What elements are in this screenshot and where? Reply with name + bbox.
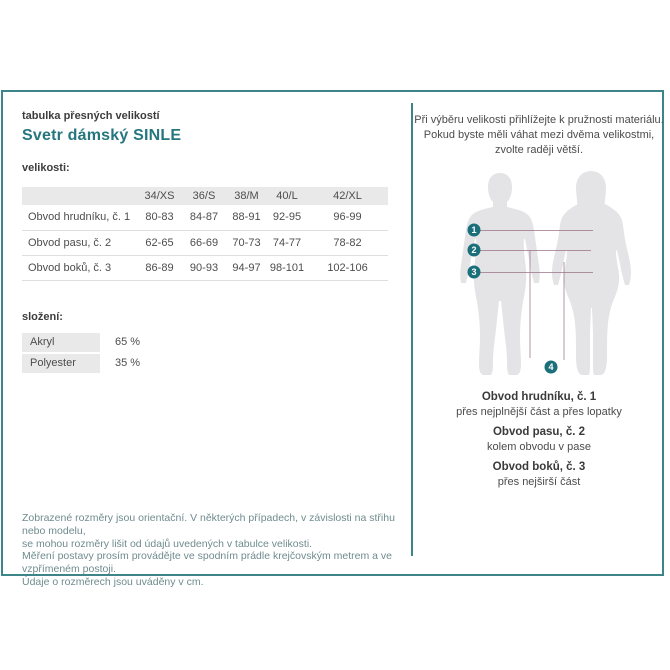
size-column-header: 34/XS xyxy=(144,190,175,202)
body-measurement-diagram xyxy=(440,168,665,380)
disclaimer-text xyxy=(22,512,402,589)
svg-text:3: 3 xyxy=(471,267,477,278)
size-value: 74-77 xyxy=(272,236,302,249)
size-table-header-row xyxy=(22,187,388,205)
row-label: Obvod hrudníku, č. 1 xyxy=(28,211,131,224)
measurement-legend xyxy=(412,391,666,496)
legend-item-waist xyxy=(412,426,666,453)
svg-text:2: 2 xyxy=(471,245,477,256)
marker-2-icon xyxy=(468,244,481,257)
svg-text:4: 4 xyxy=(548,362,554,373)
marker-3-icon xyxy=(468,266,481,279)
material-percent: 65 % xyxy=(115,336,141,348)
size-value: 80-83 xyxy=(145,211,174,224)
legend-item-chest xyxy=(412,391,666,418)
table-row-waist xyxy=(22,230,388,255)
disclaimer-line: Měření postavy prosím provádějte ve spodním prádle krejčovským metrem a ve vzpřímeném postoji. xyxy=(22,550,392,576)
advice-line: zvolte raději větší. xyxy=(494,144,584,156)
size-value: 102-106 xyxy=(327,261,368,274)
table-row-chest xyxy=(22,205,388,230)
table-row-hips xyxy=(22,255,388,280)
size-value: 86-89 xyxy=(145,261,174,274)
composition-section-label: složení: xyxy=(22,311,63,323)
size-value: 92-95 xyxy=(272,211,302,224)
legend-description: kolem obvodu v pase xyxy=(487,441,591,453)
legend-item-hips xyxy=(412,461,666,488)
material-name: Akryl xyxy=(22,333,100,352)
size-value: 70-73 xyxy=(232,236,261,249)
size-table-corner-cell xyxy=(22,187,137,205)
row-label: Obvod pasu, č. 2 xyxy=(28,236,112,249)
size-column-header: 42/XL xyxy=(333,190,362,202)
advice-line: Při výběru velikosti přihlížejte k pružnosti materiálu. xyxy=(414,114,664,126)
material-percent: 35 % xyxy=(115,357,141,369)
size-column-header: 36/S xyxy=(192,190,216,202)
size-value: 66-69 xyxy=(189,236,219,249)
size-value: 96-99 xyxy=(333,211,362,224)
table-eyebrow: tabulka přesných velikostí xyxy=(22,110,160,122)
size-value: 84-87 xyxy=(189,211,219,224)
legend-title: Obvod hrudníku, č. 1 xyxy=(481,391,597,403)
composition-row xyxy=(22,333,222,352)
size-value: 90-93 xyxy=(189,261,219,274)
legend-title: Obvod boků, č. 3 xyxy=(492,461,586,473)
size-value: 62-65 xyxy=(145,236,174,249)
size-advice-text xyxy=(412,113,666,158)
size-value: 88-91 xyxy=(232,211,261,224)
disclaimer-line: se mohou rozměry lišit od údajů uvedených v tabulce velikosti. xyxy=(22,537,313,550)
disclaimer-line: Zobrazené rozměry jsou orientační. V některých případech, v závislosti na střihu nebo modelu, xyxy=(22,512,395,537)
size-value: 98-101 xyxy=(269,261,305,274)
size-column-header: 38/M xyxy=(234,190,259,202)
legend-title: Obvod pasu, č. 2 xyxy=(492,426,586,438)
composition-row xyxy=(22,354,222,373)
marker-1-icon xyxy=(468,224,481,237)
row-label: Obvod boků, č. 3 xyxy=(28,261,112,274)
material-name: Polyester xyxy=(22,354,100,373)
disclaimer-line: Údaje o rozměrech jsou uváděny v cm. xyxy=(22,575,204,588)
svg-text:1: 1 xyxy=(471,225,477,236)
marker-4-icon xyxy=(545,361,558,374)
advice-line: Pokud byste měli váhat mezi dvěma velikostmi, xyxy=(423,129,655,141)
size-table xyxy=(22,187,388,281)
size-value: 94-97 xyxy=(232,261,261,274)
composition-table xyxy=(22,333,222,375)
size-column-header: 40/L xyxy=(276,190,298,202)
size-value: 78-82 xyxy=(333,236,362,249)
product-title: Svetr dámský SINLE xyxy=(22,127,182,144)
legend-description: přes nejplnější část a přes lopatky xyxy=(456,406,622,418)
sizes-section-label: velikosti: xyxy=(22,162,70,174)
silhouettes-figure xyxy=(440,168,665,380)
legend-description: přes nejširší část xyxy=(497,476,581,488)
